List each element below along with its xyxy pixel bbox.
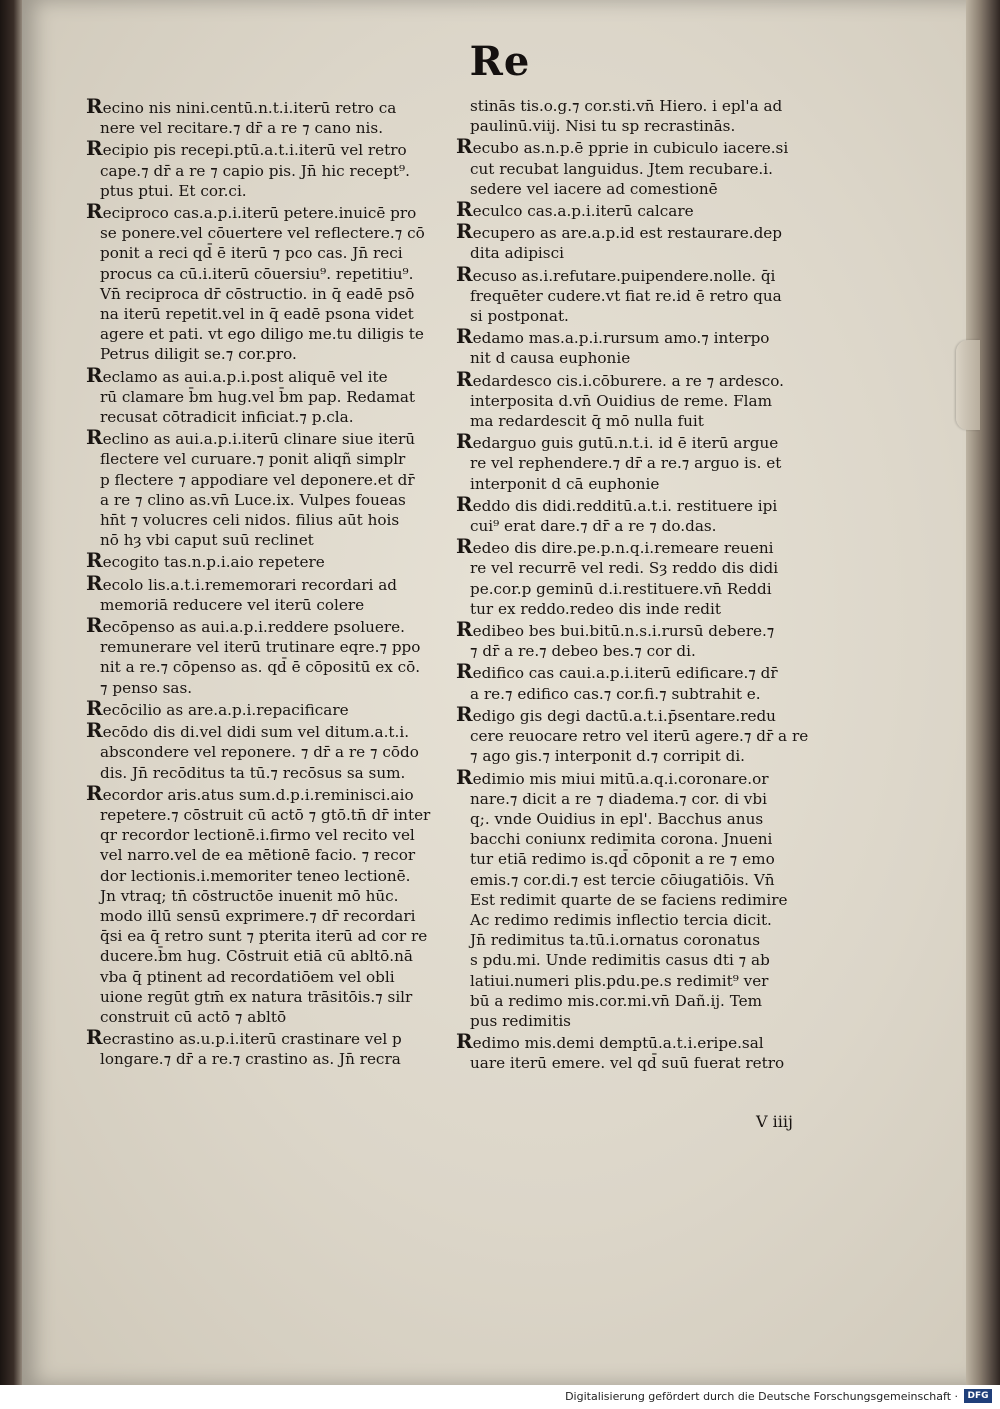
entry-initial: R xyxy=(86,720,103,743)
page-clip xyxy=(956,340,980,430)
entry-initial: R xyxy=(86,1027,103,1050)
entry-text: ecōpenso as aui.a.p.i.reddere psoluere. xyxy=(102,618,405,637)
entry-initial: R xyxy=(86,427,103,450)
entry-initial: R xyxy=(86,550,103,573)
text-line: tur etiā redimo is.qd̄ cōponit a re ⁊ emo xyxy=(470,850,775,869)
entry-text: ecuso as.i.refutare.puipendere.nolle. q̄i xyxy=(472,266,776,285)
text-line xyxy=(456,221,828,243)
text-line xyxy=(456,199,828,221)
text-line: nit d causa euphonie xyxy=(470,349,631,368)
entry-text: edifico cas caui.a.p.i.iterū edificare.⁊ dr̄ xyxy=(472,664,778,683)
text-line: qr recordor lectionē.i.firmo vel recito vel xyxy=(100,826,415,845)
text-line: repetere.⁊ cōstruit cū actō ⁊ gtō.tn̄ dr̄ inter xyxy=(100,805,431,824)
entry-initial: R xyxy=(86,572,103,595)
text-line: latiui.numeri plis.pdu.pe.s redimit⁹ ver xyxy=(470,971,769,990)
text-line: ptus ptui. Et cor.ci. xyxy=(100,181,247,200)
text-line: bacchi coniunx redimita corona. Jnueni xyxy=(470,830,773,849)
text-line: cui⁹ erat dare.⁊ dr̄ a re ⁊ do.das. xyxy=(470,517,717,536)
entry-text: ecubo as.n.p.ē pprie in cubiculo iacere.si xyxy=(472,139,789,158)
text-line: s pdu.mi. Unde redimitis casus dti ⁊ ab xyxy=(470,951,770,970)
entry-text: edibeo bes bui.bitū.n.s.i.rursū debere.⁊ xyxy=(472,622,775,641)
text-line: vel narro.vel de ea mētionē facio. ⁊ recor xyxy=(100,846,416,865)
text-line: interposita d.vn̄ Ouidius de reme. Flam xyxy=(470,391,772,410)
running-head: Re xyxy=(469,38,531,85)
text-line: nō hȝ vbi caput suū reclinet xyxy=(100,531,314,550)
text-line: frequēter cudere.vt fiat re.id ē retro qua xyxy=(470,286,782,305)
text-line: q̄si ea q̄ retro sunt ⁊ pterita iterū ad cor re xyxy=(100,927,428,946)
text-line xyxy=(86,96,456,118)
entry-text: ecino nis nini.centū.n.t.i.iterū retro ca xyxy=(102,99,397,117)
entry-initial: R xyxy=(86,615,103,638)
text-line: re vel rephendere.⁊ dr̄ a re.⁊ arguo is. et xyxy=(470,454,782,473)
dfg-logo: DFG xyxy=(964,1389,992,1403)
entry-text: eculco cas.a.p.i.iterū calcare xyxy=(472,202,694,221)
text-line xyxy=(86,615,456,637)
text-line xyxy=(456,326,828,348)
entry-initial: R xyxy=(456,221,473,244)
entry-text: ecordor aris.atus sum.d.p.i.reminisci.aio xyxy=(102,785,414,804)
text-line: cere reuocare retro vel iterū agere.⁊ dr̄ a re xyxy=(470,727,809,746)
text-line: dis. Jn̄ recōditus ta tū.⁊ recōsus sa sum. xyxy=(100,763,406,782)
text-line: rū clamare b̄m hug.vel b̄m pap. Redamat xyxy=(100,387,415,406)
text-line: uare iterū emere. vel qd̄ suū fuerat retro xyxy=(470,1054,785,1073)
text-line xyxy=(86,1027,456,1049)
entry-initial: R xyxy=(86,782,103,805)
text-line xyxy=(86,720,456,742)
entry-initial: R xyxy=(456,199,473,222)
entry-initial: R xyxy=(86,96,103,118)
entry-text: eddo dis didi.redditū.a.t.i. restituere ipi xyxy=(472,496,778,515)
text-line: vba q̄ ptinent ad recordatiōem vel obli xyxy=(100,967,395,986)
text-line xyxy=(86,698,456,720)
text-line xyxy=(456,264,828,286)
right-page-edge xyxy=(966,0,1000,1385)
entry-initial: R xyxy=(456,136,473,159)
signature-mark: V iiij xyxy=(756,1112,793,1131)
text-line: ma redardescit q̄ mō nulla fuit xyxy=(470,412,704,431)
text-line: nare.⁊ dicit a re ⁊ diadema.⁊ cor. di vbi xyxy=(470,789,767,808)
entry-initial: R xyxy=(86,138,103,161)
text-line xyxy=(456,136,828,158)
text-line xyxy=(86,365,456,387)
text-line: na iterū repetit.vel in q̄ eadē psona videt xyxy=(100,305,414,324)
text-line: se ponere.vel cōuertere vel reflectere.⁊ cō xyxy=(100,224,425,243)
text-line xyxy=(456,661,828,683)
entry-initial: R xyxy=(456,619,473,642)
text-line: si postponat. xyxy=(470,307,569,326)
entry-initial: R xyxy=(456,263,473,286)
text-line: a re.⁊ edifico cas.⁊ cor.fi.⁊ subtrahit e. xyxy=(470,684,761,703)
entry-initial: R xyxy=(456,326,473,349)
entry-initial: R xyxy=(456,1031,473,1054)
text-line: remunerare vel iterū trutinare eqre.⁊ ppo xyxy=(100,638,421,657)
entry-initial: R xyxy=(456,661,473,684)
text-line: flectere vel curuare.⁊ ponit aliqñ simplr xyxy=(100,450,406,469)
text-line: interponit d cā euphonie xyxy=(470,474,660,493)
text-line: hn̄t ⁊ volucres celi nidos. filius aūt hois xyxy=(100,511,400,530)
text-line: Ac redimo redimis inflectio tercia dicit. xyxy=(470,910,772,929)
entry-initial: R xyxy=(456,703,473,726)
entry-text: ecogito tas.n.p.i.aio repetere xyxy=(102,553,325,572)
text-line: re vel recurrē vel redi. Sȝ reddo dis didi xyxy=(470,559,779,578)
text-line xyxy=(456,431,828,453)
text-line xyxy=(456,704,828,726)
text-line xyxy=(86,783,456,805)
text-line: ⁊ ago gis.⁊ interponit d.⁊ corripit di. xyxy=(470,747,745,766)
text-line: cape.⁊ dr̄ a re ⁊ capio pis. Jn̄ hic recept⁹. xyxy=(100,161,410,180)
text-line: ducere.b̄m hug. Cōstruit etiā cū abltō.nā xyxy=(100,947,413,966)
text-line: recusat cōtradicit inficiat.⁊ p.cla. xyxy=(100,408,354,427)
footer-credit: Digitalisierung gefördert durch die Deutsche Forschungsgemeinschaft · xyxy=(565,1390,958,1403)
text-line: paulinū.viij. Nisi tu sp recrastinās. xyxy=(470,117,736,136)
text-line: ⁊ dr̄ a re.⁊ debeo bes.⁊ cor di. xyxy=(470,642,696,661)
entry-text: edimo mis.demi demptū.a.t.i.eripe.sal xyxy=(472,1034,764,1053)
text-line: memoriā reducere vel iterū colere xyxy=(100,595,365,614)
text-line: pe.cor.p geminū d.i.restituere.vn̄ Reddi xyxy=(470,579,772,598)
text-line: Vn̄ reciproca dr̄ cōstructio. in q̄ eadē psō xyxy=(100,284,415,303)
text-line: Est redimit quarte de se faciens redimire xyxy=(470,890,788,909)
entry-text: edarguo guis gutū.n.t.i. id ē iterū argue xyxy=(472,434,779,453)
entry-initial: R xyxy=(456,431,473,454)
text-line xyxy=(86,201,456,223)
entry-initial: R xyxy=(456,368,473,391)
text-line: ⁊ penso sas. xyxy=(100,678,193,697)
text-line: ponit a reci qd̄ ē iterū ⁊ pco cas. Jn̄ reci xyxy=(100,244,403,263)
text-line: bū a redimo mis.cor.mi.vn̄ Dañ.ij. Tem xyxy=(470,991,763,1010)
text-line: dor lectionis.i.memoriter teneo lectionē. xyxy=(100,866,411,885)
text-line xyxy=(86,138,456,160)
text-line xyxy=(456,767,828,789)
text-line: abscondere vel reponere. ⁊ dr̄ a re ⁊ cōdo xyxy=(100,743,419,762)
text-line xyxy=(456,494,828,516)
text-line: a re ⁊ clino as.vn̄ Luce.ix. Vulpes foueas xyxy=(100,490,406,509)
text-line xyxy=(86,573,456,595)
entry-text: eclino as aui.a.p.i.iterū clinare siue iterū xyxy=(102,430,416,449)
left-column xyxy=(86,96,456,1070)
text-line: Jn̄ redimitus ta.tū.i.ornatus coronatus xyxy=(470,931,760,950)
text-line: nere vel recitare.⁊ dr̄ a re ⁊ cano nis. xyxy=(100,119,384,138)
text-line: p flectere ⁊ appodiare vel deponere.et dr̄ xyxy=(100,470,415,489)
entry-text: edeo dis dire.pe.p.n.q.i.remeare reueni xyxy=(472,539,774,558)
text-line: sedere vel iacere ad comestionē xyxy=(470,179,718,198)
right-column xyxy=(456,96,828,1074)
text-line: agere et pati. vt ego diligo me.tu diligis te xyxy=(100,325,424,344)
entry-text: edamo mas.a.p.i.rursum amo.⁊ interpo xyxy=(472,329,770,348)
entry-text: edigo gis degi dactū.a.t.i.p̄sentare.redu xyxy=(472,706,776,725)
entry-text: eclamo as aui.a.p.i.post aliquē vel ite xyxy=(102,367,388,386)
text-line: nit a re.⁊ cōpenso as. qd̄ ē cōpositū ex cō. xyxy=(100,658,421,677)
text-line xyxy=(456,369,828,391)
entry-text: ecipio pis recepi.ptū.a.t.i.iterū vel retro xyxy=(102,141,407,160)
entry-initial: R xyxy=(86,364,103,387)
text-line: Petrus diligit se.⁊ cor.pro. xyxy=(100,345,297,364)
entry-initial: R xyxy=(86,697,103,720)
text-line: stinās tis.o.g.⁊ cor.sti.vn̄ Hiero. i epl'a ad xyxy=(470,97,783,115)
text-line xyxy=(456,619,828,641)
text-line: construit cū actō ⁊ abltō xyxy=(100,1007,287,1026)
text-line: longare.⁊ dr̄ a re.⁊ crastino as. Jn̄ recra xyxy=(100,1050,401,1069)
entry-text: ecolo lis.a.t.i.rememorari recordari ad xyxy=(102,575,398,594)
text-line: dita adipisci xyxy=(470,244,564,263)
text-line: modo illū sensū exprimere.⁊ dr̄ recordari xyxy=(100,906,416,925)
entry-text: ecōcilio as are.a.p.i.repacificare xyxy=(102,700,349,719)
text-line xyxy=(86,427,456,449)
entry-text: ecrastino as.u.p.i.iterū crastinare vel p xyxy=(102,1030,402,1049)
text-line: pus redimitis xyxy=(470,1011,571,1030)
text-line: Jn vtraq; tn̄ cōstructōe inuenit mō hūc. xyxy=(100,886,399,905)
entry-text: ecupero as are.a.p.id est restaurare.dep xyxy=(472,224,783,243)
entry-initial: R xyxy=(456,766,473,789)
entry-text: eciproco cas.a.p.i.iterū petere.inuicē pro xyxy=(102,204,417,223)
text-line: tur ex reddo.redeo dis inde redit xyxy=(470,599,721,618)
text-line: procus ca cū.i.iterū cōuersiu⁹. repetitiu⁹. xyxy=(100,264,414,283)
entry-text: edardesco cis.i.cōburere. a re ⁊ ardesco. xyxy=(472,371,784,390)
entry-initial: R xyxy=(456,536,473,559)
text-line: q;. vnde Ouidius in epl'. Bacchus anus xyxy=(470,809,764,828)
text-line xyxy=(456,1031,828,1053)
entry-text: edimio mis miui mitū.a.q.i.coronare.or xyxy=(472,769,769,788)
text-line xyxy=(456,536,828,558)
entry-text: ecōdo dis di.vel didi sum vel ditum.a.t.i. xyxy=(102,723,410,742)
entry-initial: R xyxy=(456,493,473,516)
text-line: cut recubat languidus. Jtem recubare.i. xyxy=(470,159,773,178)
text-line: emis.⁊ cor.di.⁊ est tercie cōiugatiōis. Vn̄ xyxy=(470,870,775,889)
entry-initial: R xyxy=(86,201,103,224)
text-line xyxy=(86,550,456,572)
text-line: uione regūt gtm̄ ex natura trāsitōis.⁊ silr xyxy=(100,987,413,1006)
